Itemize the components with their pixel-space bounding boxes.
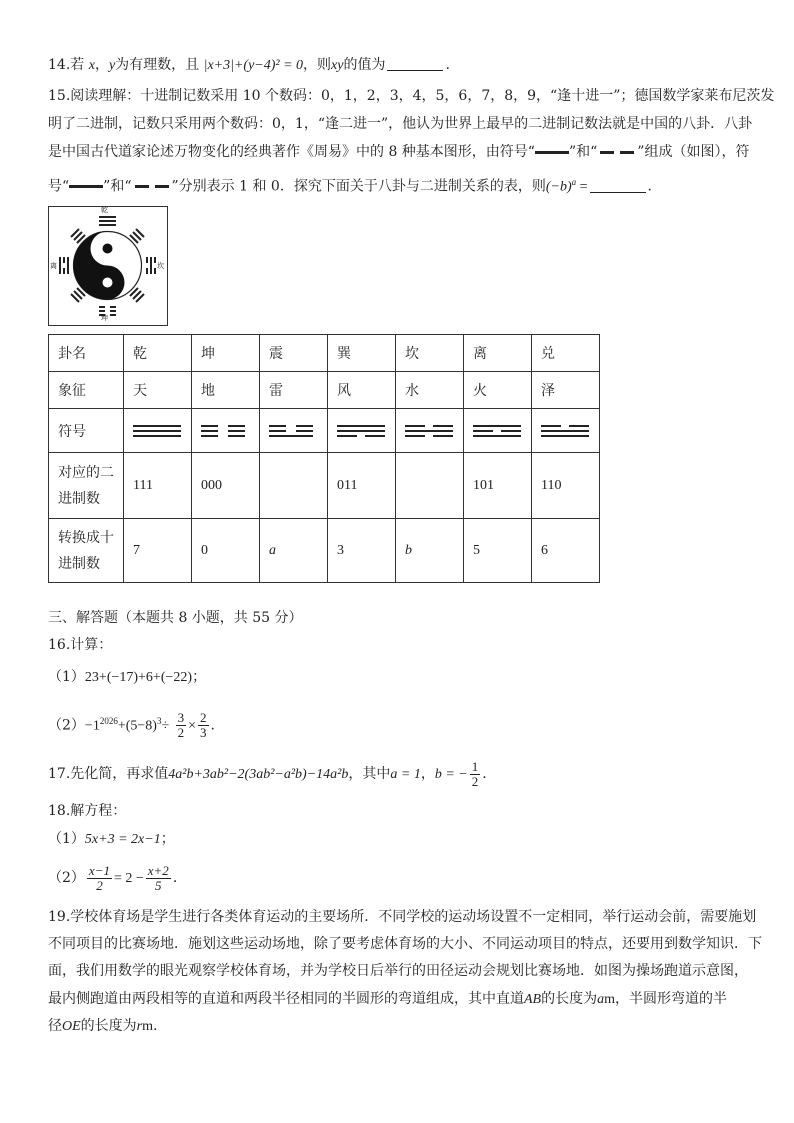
q15-line4-c: ”分别表示 1 和 0．探究下面关于八卦与二进制关系的表，则 — [171, 178, 546, 195]
table-cell: 111 — [124, 453, 192, 519]
q15-line3-b: ”和“ — [568, 144, 598, 160]
q14-formula: |x+3|+(y−4)² = 0 — [203, 58, 304, 73]
yin-bar-icon — [620, 151, 634, 154]
fraction-denominator: 5 — [155, 877, 162, 893]
table-cell: 兑 — [532, 335, 600, 372]
table-cell: 泽 — [532, 372, 600, 409]
q19-line4-a: 最内侧跑道由两段相等的直道和两段半径相同的半圆形的弯道组成，其中直道 — [48, 991, 524, 1007]
q16-p2-label: （2） — [48, 717, 85, 734]
q19-line4-c: ，半圆形弯道的半 — [615, 991, 727, 1007]
q15-line3-c: ”组成（如图），符 — [637, 144, 750, 160]
header-binary-line1: 对应的二 — [58, 464, 114, 481]
table-cell: 0 — [192, 519, 260, 583]
fraction-denominator: 3 — [200, 725, 207, 741]
table-cell: 地 — [192, 372, 260, 409]
q18-p1-end: ； — [160, 831, 175, 847]
table-cell: 011 — [328, 453, 396, 519]
q14-end: . — [445, 57, 450, 73]
q16-p1-label: （1） — [48, 669, 85, 685]
yang-bar-icon — [69, 185, 103, 188]
table-cell: 坎 — [396, 335, 464, 372]
trigram-kun-icon — [192, 409, 260, 453]
q16-fraction-2 — [198, 711, 209, 740]
q17-sep: ， — [420, 766, 435, 782]
q14-text-c: ，则 — [303, 57, 332, 73]
fraction-numerator: 3 — [177, 710, 185, 726]
q19-a: a — [597, 992, 605, 1007]
q14-var-y: y — [108, 58, 116, 73]
table-header-cell: 象征 — [49, 372, 124, 409]
q15-expr: (−b) — [545, 179, 572, 195]
table-header-cell: 符号 — [49, 409, 124, 453]
q15-line4-a: 号“ — [48, 178, 70, 195]
q19-line-4 — [48, 989, 727, 1010]
table-header-cell: 卦名 — [49, 335, 124, 372]
q19-r: r — [136, 1019, 143, 1034]
table-cell: 离 — [464, 335, 532, 372]
fraction-denominator: 2 — [96, 877, 103, 893]
q17-text-a: 17.先化简，再求值 — [48, 766, 169, 782]
table-row — [49, 335, 600, 372]
q18-p1-label: （1） — [48, 831, 85, 847]
table-row — [49, 453, 600, 519]
table-header-cell — [49, 519, 124, 583]
fraction-denominator: 2 — [471, 773, 479, 789]
taiji-diagram — [49, 207, 166, 324]
q16-p2-times: × — [188, 718, 196, 734]
fraction-numerator: x−1 — [88, 862, 110, 878]
q15-eq: = — [576, 179, 588, 195]
table-cell: 7 — [124, 519, 192, 583]
table-cell: 000 — [192, 453, 260, 519]
table-cell: 风 — [328, 372, 396, 409]
table-cell: 雷 — [260, 372, 328, 409]
q16-p1-expr: 23+(−17)+6+(−22) — [84, 670, 193, 685]
q16-p2-exp2: 3 — [156, 716, 162, 726]
taiji-label-right: 坎 — [157, 262, 164, 270]
q19-line4-b: 的长度为 — [541, 991, 598, 1007]
q18-part-2 — [48, 860, 177, 897]
table-cell: 震 — [260, 335, 328, 372]
yin-bar-icon — [135, 185, 149, 188]
section-3-heading: 三、解答题（本题共 8 小题，共 55 分） — [48, 610, 303, 626]
table-row — [49, 372, 600, 409]
table-cell: 5 — [464, 519, 532, 583]
table-cell: 天 — [124, 372, 192, 409]
table-cell: 水 — [396, 372, 464, 409]
taiji-label-bottom: 坤 — [101, 314, 108, 322]
q19-line5-a: 径 — [48, 1018, 62, 1034]
q19-line5-b: 的长度为 — [80, 1018, 137, 1034]
header-binary-line2: 进制数 — [58, 490, 100, 507]
bagua-taiji-figure — [48, 206, 168, 326]
q14-text-a: 若 — [70, 57, 85, 73]
trigram-li-icon — [464, 409, 532, 453]
fraction-denominator: 2 — [177, 725, 185, 741]
q16-p2-b: +(5−8) — [117, 718, 157, 734]
q18-fraction-1 — [87, 864, 112, 893]
q17-end: . — [482, 766, 487, 782]
table-cell: 101 — [464, 453, 532, 519]
fraction-numerator: 2 — [200, 710, 207, 726]
table-cell: 110 — [532, 453, 600, 519]
q19-unit-m2: m — [142, 1019, 154, 1034]
q16-p2-exp: 2026 — [99, 716, 118, 726]
fraction-numerator: x+2 — [147, 862, 169, 878]
q19-oe: OE — [62, 1019, 81, 1034]
q18-mid: = 2 − — [113, 871, 144, 886]
trigram-xun-icon — [328, 409, 396, 453]
bagua-table — [48, 334, 600, 583]
q14-answer-blank[interactable] — [387, 56, 443, 71]
q19-line-2: 不同项目的比赛场地．施划这些运动场地，除了要考虑体育场的大小、不同运动项目的特点，还要用到数学知识．下 — [48, 936, 762, 952]
q19-line-5 — [48, 1016, 157, 1037]
q17-text-b: ，其中 — [348, 766, 391, 782]
q17-a-value: a = 1 — [390, 767, 421, 782]
q18-fraction-2 — [146, 864, 171, 893]
q15-exponent: a — [571, 177, 577, 187]
q15-line-1: 15.阅读理解：十进制记数采用 10 个数码：0，1，2，3，4，5，6，7，8，9，“逢十进一”；德国数学家莱布尼茨发 — [48, 88, 775, 104]
table-cell — [260, 453, 328, 519]
q16-p2-a: −1 — [84, 718, 100, 734]
q14-text-b: 为有理数，且 — [115, 57, 200, 73]
q14-xy: xy — [331, 58, 344, 73]
yin-bar-icon — [600, 151, 614, 154]
taiji-label-top: 乾 — [101, 206, 108, 214]
q15-line-4 — [48, 172, 652, 198]
q18-p1-expr: 5x+3 = 2x−1 — [84, 832, 161, 847]
table-cell: 巽 — [328, 335, 396, 372]
header-decimal-line2: 进制数 — [58, 555, 100, 572]
q16-title: 16.计算： — [48, 637, 113, 653]
q16-part-1 — [48, 667, 206, 688]
q15-line-3 — [48, 142, 749, 162]
q14-var-x: x — [88, 58, 95, 73]
table-cell: 6 — [532, 519, 600, 583]
table-cell: 火 — [464, 372, 532, 409]
q16-p2-end: . — [210, 717, 215, 734]
yang-bar-icon — [535, 151, 569, 154]
q14-text-d: 的值为 — [343, 57, 386, 73]
table-cell: 3 — [328, 519, 396, 583]
q17-fraction — [470, 760, 481, 789]
table-row — [49, 519, 600, 583]
trigram-kan-icon — [396, 409, 464, 453]
q14-sep: ， — [94, 57, 109, 73]
yin-bar-icon — [155, 185, 169, 188]
q16-p2-div: ÷ — [161, 718, 170, 734]
q19-end: . — [153, 1018, 158, 1034]
question-17 — [48, 757, 487, 792]
q17-expr: 4a²b+3ab²−2(3ab²−a²b)−14a²b — [168, 767, 349, 782]
q19-ab: AB — [524, 992, 542, 1007]
q19-line-3: 面，我们用数学的眼光观察学校体育场，并为学校日后举行的田径运动会规划比赛场地．如图为操场跑道示意图， — [48, 963, 748, 979]
q15-line3-a: 是中国古代道家论述万物变化的经典著作《周易》中的 8 种基本图形，由符号“ — [48, 144, 535, 160]
q16-part-2 — [48, 704, 215, 744]
q16-fraction-1 — [176, 711, 187, 740]
trigram-dui-icon — [532, 409, 600, 453]
table-cell — [396, 453, 464, 519]
fraction-numerator: 1 — [471, 758, 479, 774]
table-cell: 乾 — [124, 335, 192, 372]
q19-line-1: 19.学校体育场是学生进行各类体育运动的主要场所．不同学校的运动场设置不一定相同，举行运动会前，需要施划 — [48, 909, 757, 925]
q15-line-2: 明了二进制，记数只采用两个数码：0，1，“逢二进一”，他认为世界上最早的二进制记数法就是中国的八卦．八卦 — [48, 116, 753, 132]
header-decimal-line1: 转换成十 — [58, 529, 114, 546]
q15-line4-b: ”和“ — [103, 178, 132, 195]
q18-p2-end: . — [172, 870, 178, 886]
q15-end: . — [647, 178, 652, 195]
question-14 — [48, 55, 450, 76]
table-row — [49, 409, 600, 453]
q17-b-value: b = − — [434, 767, 468, 782]
table-cell: b — [396, 519, 464, 583]
trigram-zhen-icon — [260, 409, 328, 453]
taiji-label-left: 离 — [50, 262, 57, 270]
q18-p2-label: （2） — [48, 870, 85, 886]
table-header-cell — [49, 453, 124, 519]
trigram-qian-icon — [124, 409, 192, 453]
q18-part-1 — [48, 829, 175, 850]
q19-unit-m: m — [604, 992, 615, 1007]
q14-number: 14. — [48, 57, 71, 73]
q15-answer-blank[interactable] — [590, 178, 646, 193]
table-cell: 坤 — [192, 335, 260, 372]
q16-p1-end: ； — [192, 669, 207, 685]
q18-title: 18.解方程： — [48, 803, 127, 819]
table-cell: a — [260, 519, 328, 583]
